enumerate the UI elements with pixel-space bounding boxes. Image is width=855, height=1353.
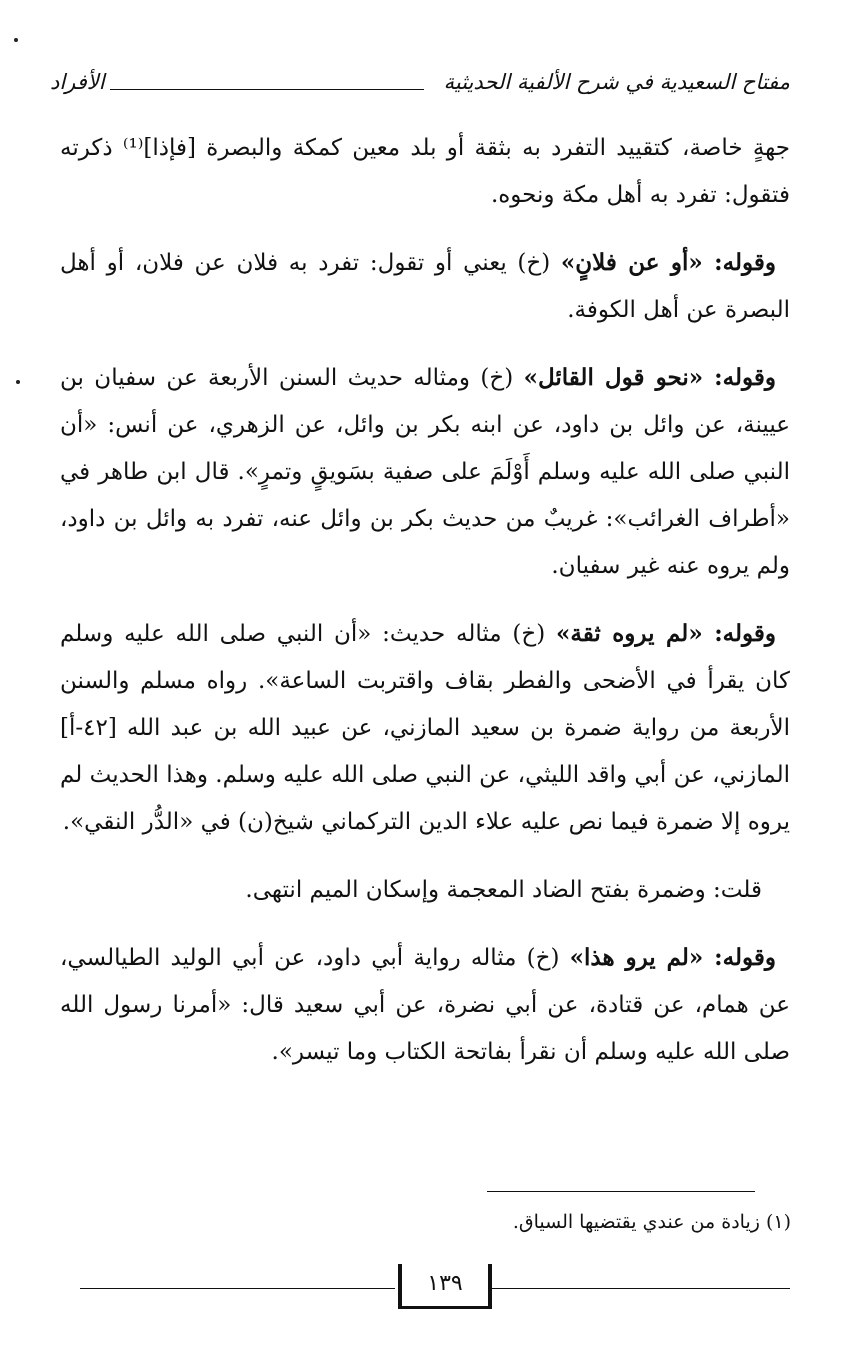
paragraph-text: (خ) مثاله رواية أبي داود، عن أبي الوليد الطيالسي، عن همام، عن قتادة، عن أبي نضرة، عن أبي سعيد قال: «أمرنا رسول الله صلى الله عليه وسلم أن نقرأ بفاتحة الكتاب وما تيسر». bbox=[60, 945, 790, 1065]
paragraph-text: (خ) ومثاله حديث السنن الأربعة عن سفيان بن عيينة، عن وائل بن داود، عن ابنه بكر بن وائل، عن الزهري، عن أنس: «أن النبي صلى الله عليه وسلم أَوْلَمَ على صفية بسَويقٍ وتمرٍ». قال ابن طاهر في «أطراف الغرائب»: غريبٌ من حديث بكر بن وائل عنه، تفرد به وائل بن داود، ولم يروه عنه غير سفيان. bbox=[60, 365, 790, 579]
paragraph-text: (خ) يعني أو تقول: تفرد به فلان عن فلان، أو أهل البصرة عن أهل الكوفة. bbox=[60, 250, 790, 323]
page-footer bbox=[80, 1264, 790, 1314]
paragraph bbox=[60, 866, 790, 914]
paragraph-text: قلت: وضمرة بفتح الضاد المعجمة وإسكان الميم انتهى. bbox=[245, 877, 762, 903]
footnote: (١) زيادة من عندي يقتضيها السياق. bbox=[512, 1211, 791, 1233]
header-rule bbox=[110, 89, 424, 90]
paragraph-lead: وقوله: «نحو قول القائل» bbox=[523, 364, 776, 391]
paragraph bbox=[60, 239, 790, 334]
paragraph-lead: وقوله: «لم يروه ثقة» bbox=[556, 620, 777, 647]
paragraph bbox=[60, 354, 790, 590]
footnote-separator bbox=[487, 1191, 755, 1192]
scan-speck bbox=[14, 38, 18, 42]
book-title: مفتاح السعيدية في شرح الألفية الحديثية bbox=[443, 70, 790, 94]
main-text bbox=[60, 124, 790, 1096]
paragraph-lead: وقوله: «لم يرو هذا» bbox=[569, 944, 776, 971]
scan-speck bbox=[16, 380, 20, 384]
chapter-title: الأفراد bbox=[50, 70, 105, 94]
paragraph-text: جهةٍ خاصة، كتقييد التفرد به بثقة أو بلد معين كمكة والبصرة [فإذا]⁽¹⁾ ذكرته فتقول: تفرد به أهل مكة ونحوه. bbox=[60, 135, 790, 208]
paragraph bbox=[60, 124, 790, 219]
paragraph bbox=[60, 934, 790, 1076]
footer-rule-right bbox=[490, 1288, 790, 1289]
paragraph bbox=[60, 610, 790, 846]
paragraph-text: (خ) مثاله حديث: «أن النبي صلى الله عليه وسلم كان يقرأ في الأضحى والفطر بقاف واقتربت الساعة». رواه مسلم والسنن الأربعة من رواية ضمرة بن سعيد المازني، عن عبيد الله بن عبد الله [٤٢-أ] المازني، عن أبي واقد الليثي، عن النبي صلى الله عليه وسلم. وهذا الحديث لم يروه إلا ضمرة فيما نص عليه علاء الدين التركماني شيخ(ن) في «الدُّر النقي». bbox=[60, 621, 790, 835]
running-header bbox=[50, 70, 790, 104]
footer-rule-left bbox=[80, 1288, 395, 1289]
page-number: ١٣٩ bbox=[398, 1264, 492, 1309]
paragraph-lead: وقوله: «أو عن فلانٍ» bbox=[560, 249, 776, 276]
